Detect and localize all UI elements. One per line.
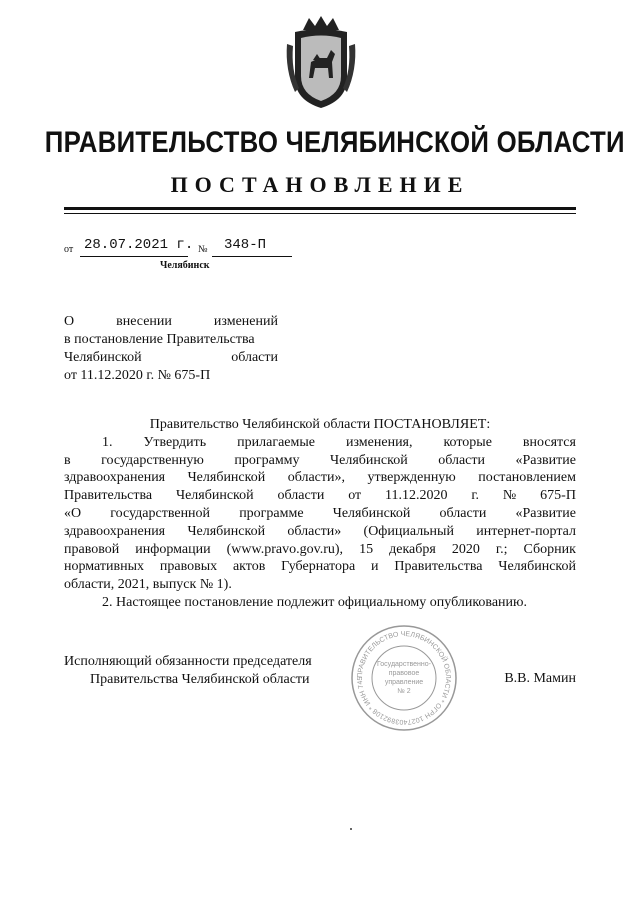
paragraph-1 [64, 434, 576, 576]
date-label: от [64, 244, 74, 255]
paragraph-1-line: здравоохранения Челябинской области» (Официальный интернет-портал [64, 523, 576, 539]
city-label: Челябинск [160, 260, 210, 271]
paragraph-1-line: правовой информации (www.pravo.gov.ru), 15 декабря 2020 г.; Сборник [64, 541, 576, 557]
official-seal-icon [350, 624, 458, 732]
paragraph-1-line: в государственную программу Челябинской области «Развитие [64, 452, 576, 468]
svg-text:№ 2: № 2 [397, 688, 411, 695]
document-body [64, 416, 576, 612]
paragraph-1-line: Правительства Челябинской области от 11.12.2020 г. № 675-П [64, 488, 576, 504]
document-number: 348-П [224, 237, 267, 253]
document-type-title: ПОСТАНОВЛЕНИЕ [170, 172, 470, 197]
number-label: № [198, 244, 208, 255]
date-underline [80, 256, 188, 257]
preamble: Правительство Челябинской области ПОСТАНОВЛЯЕТ: [149, 417, 491, 432]
header-rule-thick [64, 207, 576, 210]
number-underline [212, 256, 292, 257]
scan-speck [350, 828, 352, 830]
svg-text:управление: управление [384, 679, 424, 686]
svg-text:ПРАВИТЕЛЬСТВО ЧЕЛЯБИНСКОЙ ОБЛА: ПРАВИТЕЛЬСТВО ЧЕЛЯБИНСКОЙ ОБЛАСТИ * ОГРН 1027403892108 * ИНН 745 [356, 630, 452, 726]
paragraph-1-line: здравоохранения Челябинской области», утвержденную постановлением [64, 470, 576, 486]
header-rule-thin [64, 213, 576, 214]
document-date: 28.07.2021 г. [84, 237, 194, 253]
paragraph-1-line: нормативных правовых актов Губернатора и Правительства Челябинской [64, 559, 576, 575]
signatory-name: В.В. Мамин [504, 671, 576, 686]
signatory-position: Исполняющий обязанности председателя Правительства Челябинской области [64, 654, 312, 687]
paragraph-1-line: «О государственной программе Челябинской области «Развитие [64, 505, 576, 521]
paragraph-1-line: 1. Утвердить прилагаемые изменения, которые вносятся [102, 434, 576, 450]
document-subject: О внесении изменений в постановление Правительства Челябинской области от 11.12.2020 г. № 675-П [64, 314, 278, 383]
svg-text:правовое: правовое [388, 670, 420, 677]
paragraph-2: 2. Настоящее постановление подлежит официальному опубликованию. [102, 594, 527, 610]
coat-of-arms-icon [283, 14, 359, 112]
paragraph-1-last-line: области, 2021, выпуск № 1). [64, 577, 232, 593]
svg-text:Государственно-: Государственно- [376, 661, 432, 668]
org-title: ПРАВИТЕЛЬСТВО ЧЕЛЯБИНСКОЙ ОБЛАСТИ [44, 126, 625, 159]
